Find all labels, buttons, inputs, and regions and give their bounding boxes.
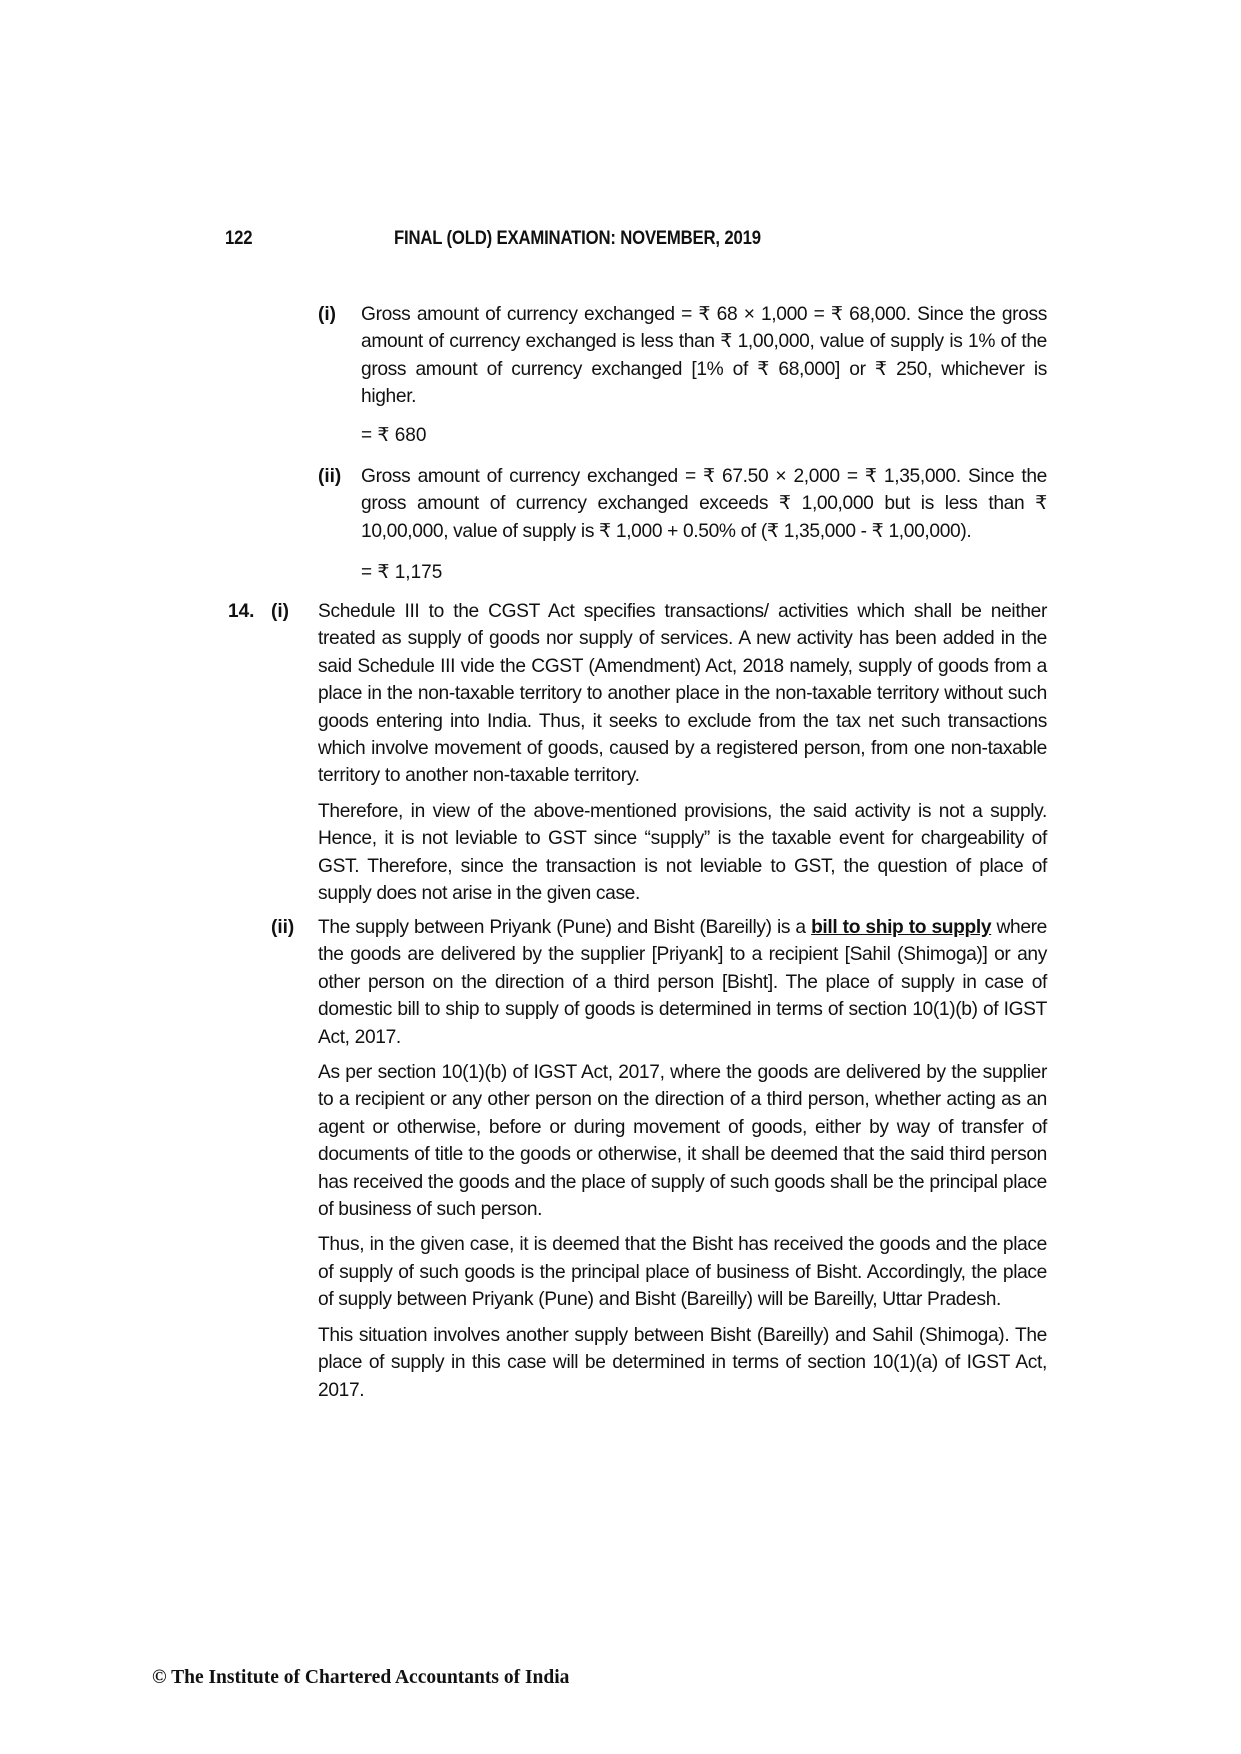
item-14-ii-body xyxy=(318,914,1047,1404)
item-14-ii-paragraph-1 xyxy=(318,914,1047,1051)
copyright-footer: © The Institute of Chartered Accountants of India xyxy=(152,1667,570,1688)
item-13-i-paragraph: Gross amount of currency exchanged = ₹ 68 × 1,000 = ₹ 68,000. Since the gross amount of currency exchanged is less than ₹ 1,00,000, value of supply is 1% of the gross amount of currency exchanged [1% of ₹ 68,000] or ₹ 250, whichever is higher. xyxy=(361,304,1047,408)
item-13-ii-label: (ii) xyxy=(318,466,342,487)
item-13-ii-text xyxy=(361,463,1047,545)
item-14-i-paragraph-2: Therefore, in view of the above-mentioned provisions, the said activity is not a supply. Hence, it is not leviable to GST since “supply” is the taxable event for chargeability of GST. Therefore, since the transaction is not leviable to GST, the question of place of supply does not arise in the given case. xyxy=(318,800,1047,905)
page-header xyxy=(225,228,788,258)
item-14-ii-text-after: where the goods are delivered by the supplier [Priyank] to a recipient [Sahil (Shimoga)] or any other person on the direction of a third person [Bisht]. The place of supply in case of domestic bill to ship to supply of goods is determined in terms of section 10(1)(b) of IGST Act, 2017. xyxy=(318,917,1047,1048)
item-14-ii-label: (ii) xyxy=(271,917,295,938)
page-title: FINAL (OLD) EXAMINATION: NOVEMBER, 2019 xyxy=(393,228,761,249)
item-14-i-paragraph-1: Schedule III to the CGST Act specifies transactions/ activities which shall be neither treated as supply of goods nor supply of services. A new activity has been added in the said Schedule III vide the CGST (Amendment) Act, 2018 namely, supply of goods from a place in the non-taxable territory to another place in the non-taxable territory without such goods entering into India. Thus, it seeks to exclude from the tax net such transactions which involve movement of goods, caused by a registered person, from one non-taxable territory to another non-taxable territory. xyxy=(318,601,1047,787)
item-14-ii-text-before: The supply between Priyank (Pune) and Bisht (Bareilly) is a xyxy=(318,917,812,938)
page-number: 122 xyxy=(225,228,253,249)
item-13-i-text xyxy=(361,301,1047,411)
item-13-i-result: = ₹ 680 xyxy=(361,425,427,446)
item-14-number: 14. xyxy=(228,601,255,622)
item-13-ii-paragraph: Gross amount of currency exchanged = ₹ 67.50 × 2,000 = ₹ 1,35,000. Since the gross amount of currency exchanged exceeds ₹ 1,00,000 but is less than ₹ 10,00,000, value of supply is ₹ 1,000 + 0.50% of (₹ 1,35,000 - ₹ 1,00,000). xyxy=(361,466,1047,542)
item-13-i-label: (i) xyxy=(318,304,336,325)
item-14-i-body xyxy=(318,598,1047,907)
item-14-i-label: (i) xyxy=(271,601,289,622)
item-14-ii-paragraph-4: This situation involves another supply between Bisht (Bareilly) and Sahil (Shimoga). The place of supply in this case will be determined in terms of section 10(1)(a) of IGST Act, 2017. xyxy=(318,1324,1047,1401)
item-14-ii-paragraph-3: Thus, in the given case, it is deemed that the Bisht has received the goods and the place of supply of such goods is the principal place of business of Bisht. Accordingly, the place of supply between Priyank (Pune) and Bisht (Bareilly) will be Bareilly, Uttar Pradesh. xyxy=(318,1234,1047,1311)
bill-to-ship-emphasis: bill to ship to supply xyxy=(811,917,992,938)
item-14-ii-paragraph-2: As per section 10(1)(b) of IGST Act, 2017, where the goods are delivered by the supplier to a recipient or any other person on the direction of a third person, whether acting as an agent or otherwise, before or during movement of goods, either by way of transfer of documents of title to the goods or otherwise, it shall be deemed that the said third person has received the goods and the place of supply of such goods shall be the principal place of business of such person. xyxy=(318,1062,1047,1221)
item-13-ii-result: = ₹ 1,175 xyxy=(361,562,443,583)
